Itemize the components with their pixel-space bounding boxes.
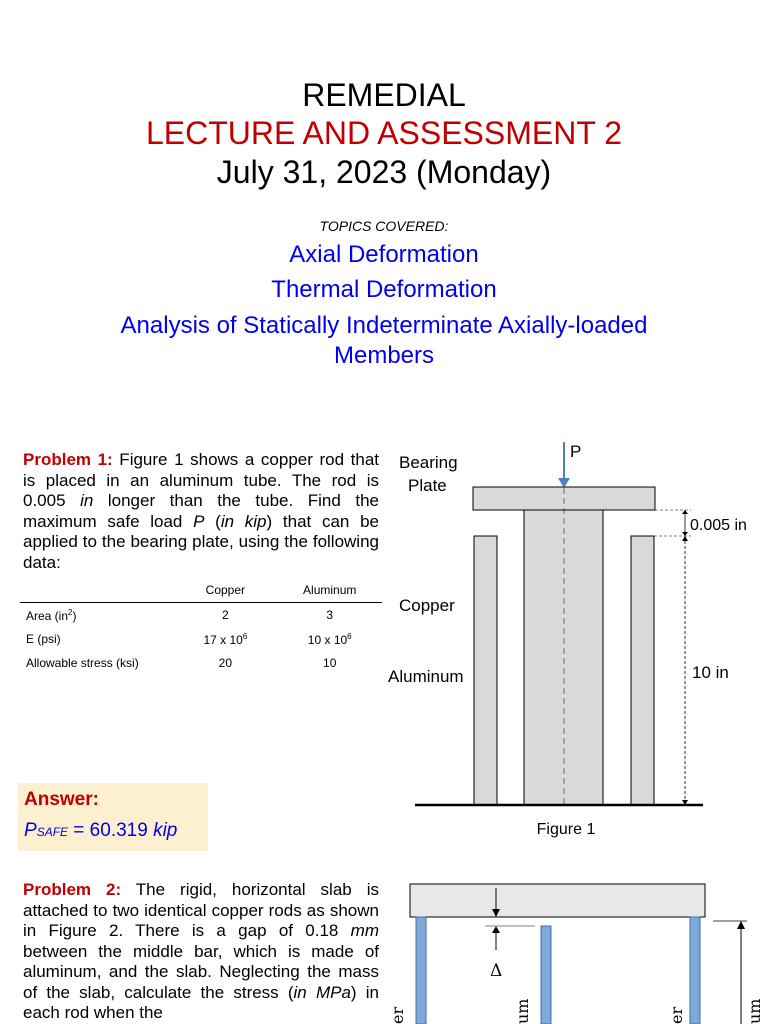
problem2-part: between the middle bar, which is made of aluminum, and the slab. Neglecting the mass of the slab, calculate the stress ( (23, 941, 379, 1002)
bearing-label: Bearing (399, 453, 458, 472)
answer-heading: Answer: (24, 789, 99, 810)
cell-sup: 6 (242, 631, 248, 641)
figure2-diagram (385, 876, 768, 1024)
problem2-label: Problem 2: (23, 880, 122, 899)
side-label-far-right: um (745, 998, 764, 1024)
table-row (20, 651, 382, 675)
problem2-unit: in MPa (293, 982, 351, 1002)
side-label-middle: um (513, 998, 532, 1024)
table-cell: 10 (323, 656, 337, 670)
gap-arrow-up-head (492, 926, 500, 933)
delta-label: Δ (490, 961, 503, 981)
table-cell: Allowable stress (ksi) (26, 656, 139, 670)
problem1-label: Problem 1: (23, 450, 113, 469)
aluminum-label: Aluminum (388, 667, 464, 686)
table-cell (173, 627, 277, 651)
answer-sub: SAFE (36, 825, 69, 839)
gap-label: 0.005 in (690, 517, 747, 534)
topic-indeterminate: Analysis of Statically Indeterminate Axially-loaded Members (120, 312, 648, 369)
cell-value: 17 x 10 (203, 632, 243, 647)
figure1-caption: Figure 1 (536, 821, 596, 838)
cell-value: 10 x 10 (307, 632, 348, 647)
aluminum-rod-middle (541, 926, 551, 1024)
topic-axial: Axial Deformation (289, 241, 479, 268)
problem1-part: Figure 1 shows a copper rod that is placed in an aluminum tube. The rod is 0.005 (23, 450, 379, 510)
gap-arrow-top (682, 510, 688, 514)
problem1-unit: in (80, 491, 94, 510)
plate-label: Plate (408, 476, 447, 495)
row-label: Area (in (26, 608, 69, 623)
row-label-end: ) (72, 608, 77, 623)
properties-table (20, 578, 382, 675)
problem1-part: longer than the tube. Find the maximum safe load (23, 491, 380, 531)
load-label: P (570, 442, 582, 461)
table-header (20, 578, 173, 603)
answer-eq: = 60.319 (68, 820, 154, 841)
table-cell: 20 (218, 656, 233, 670)
copper-label: Copper (399, 596, 455, 615)
cell-sup: 6 (347, 631, 352, 641)
problem1-text (23, 450, 379, 573)
table-header: Aluminum (277, 578, 382, 603)
answer-unit: kip (153, 820, 178, 841)
length-label: 10 in (692, 663, 729, 682)
title-lecture: LECTURE AND ASSESSMENT 2 (146, 115, 622, 151)
problem1-var: P (193, 511, 205, 531)
topics-label: TOPICS COVERED: (319, 218, 449, 234)
answer-var: P (24, 820, 37, 841)
problem2-text (23, 880, 379, 1024)
table-header-row (20, 578, 382, 603)
gap-arrow-bottom (682, 532, 688, 536)
title-remedial: REMEDIAL (302, 77, 466, 113)
copper-rod-left (416, 917, 426, 1024)
table-row (20, 627, 382, 651)
problem1-part: ( (204, 511, 221, 531)
problem1-part: ) that can be applied to the bearing plate, using the following data: (23, 511, 379, 572)
problem1-unit: in kip (220, 511, 267, 531)
rigid-slab (410, 884, 705, 917)
table-cell: 2 (222, 608, 229, 622)
copper-rod (524, 510, 603, 805)
table-header: Copper (173, 578, 277, 603)
table-cell (277, 627, 382, 651)
answer-box (18, 783, 208, 851)
table-cell: 3 (326, 608, 334, 622)
side-label-left: er (388, 1006, 407, 1024)
topic-thermal: Thermal Deformation (271, 276, 497, 303)
side-label-right: er (667, 1006, 686, 1024)
problem2-part: ) in each rod when the (23, 982, 379, 1022)
aluminum-wall-right (631, 536, 654, 805)
table-cell (20, 603, 173, 628)
title-date: July 31, 2023 (Monday) (216, 154, 552, 190)
dim-arrow-top (737, 921, 745, 929)
table-row (20, 603, 382, 628)
problem2-unit: mm (350, 921, 379, 940)
copper-rod-right (690, 917, 700, 1024)
problem2-part: The rigid, horizontal slab is attached to two identical copper rods as shown in Figure 2. There is a gap of 0.18 (23, 880, 379, 940)
figure1-diagram (385, 438, 765, 848)
row-label-sup: 2 (68, 607, 73, 617)
aluminum-wall-left (474, 536, 497, 805)
length-arrow-top (682, 536, 688, 541)
table-cell: E (psi) (26, 632, 61, 646)
answer-value (24, 820, 177, 842)
